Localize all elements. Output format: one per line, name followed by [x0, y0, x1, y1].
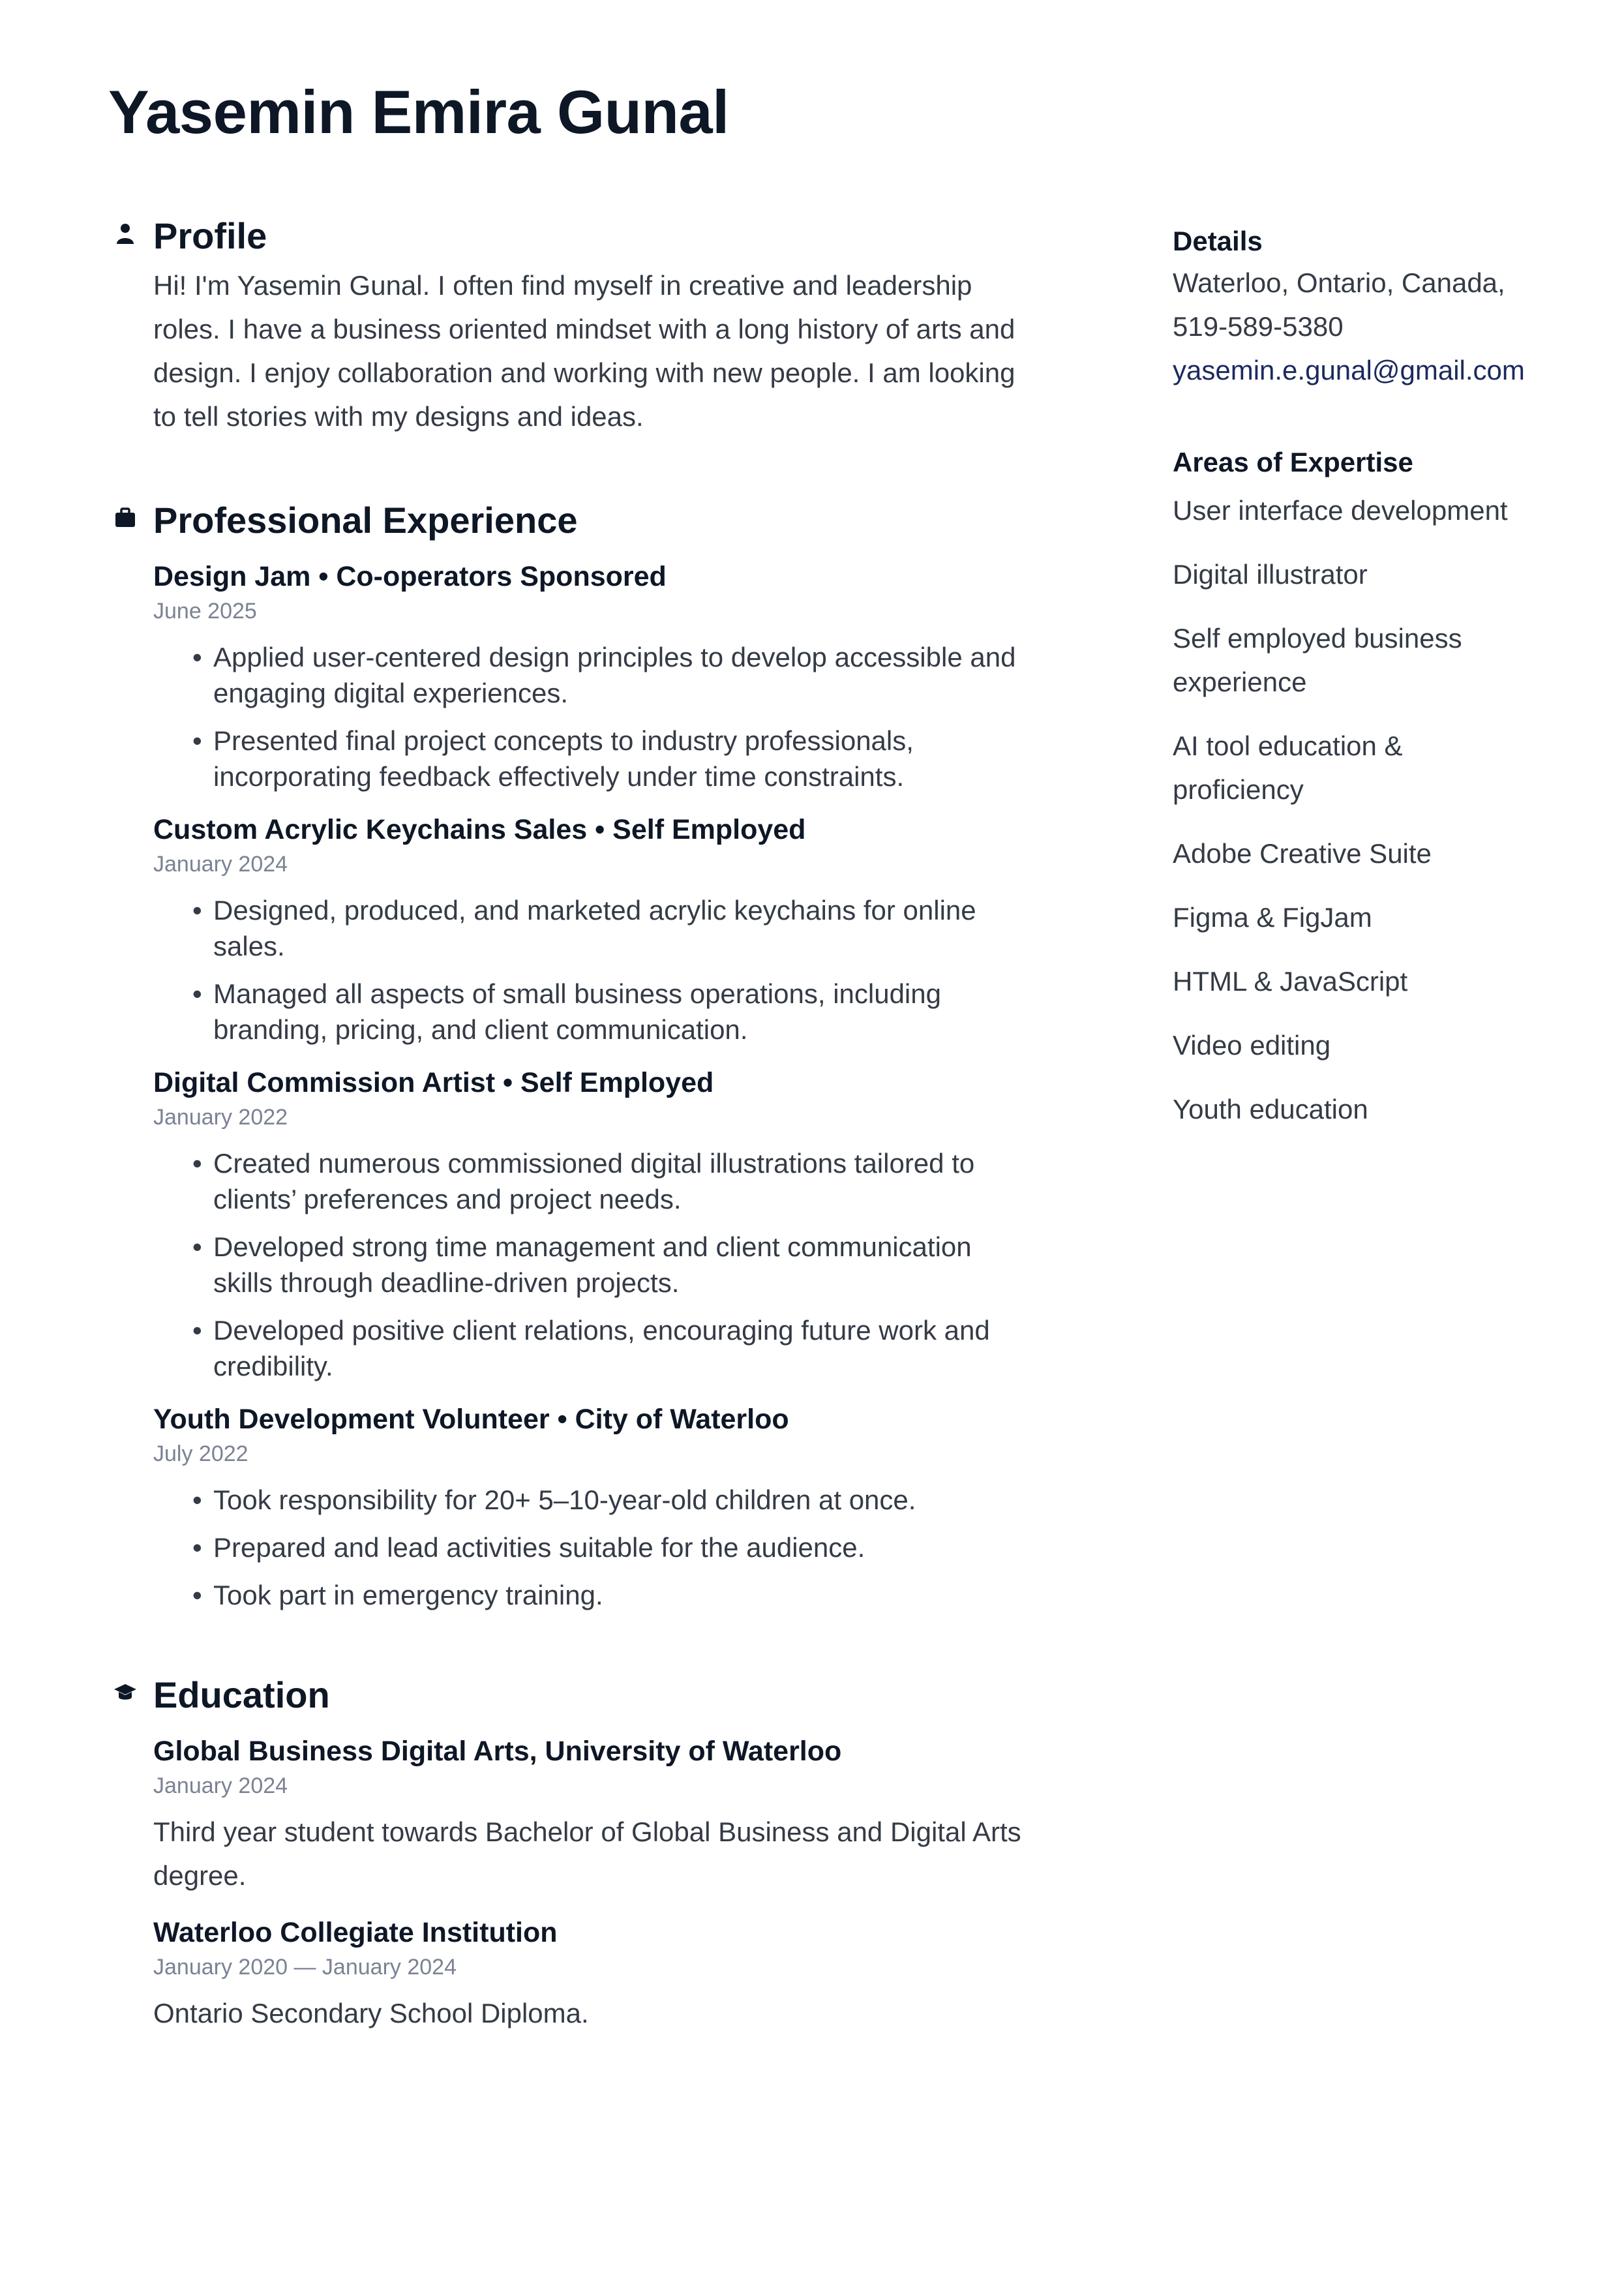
experience-title: Custom Acrylic Keychains Sales • Self Employed [153, 814, 806, 845]
expertise-item: Digital illustrator [1173, 559, 1368, 590]
profile-section [108, 209, 1021, 438]
experience-bullets [153, 639, 1021, 794]
education-entry [153, 1913, 1021, 2035]
experience-list [153, 557, 1021, 1613]
bullet-item: • Created numerous commissioned digital illustrations tailored to clients’ preferences and project needs. [192, 1145, 1021, 1217]
experience-entry [153, 557, 1021, 794]
details-block [1173, 222, 1538, 392]
bullet-item: • Designed, produced, and marketed acrylic keychains for online sales. [192, 892, 1021, 964]
experience-date: January 2024 [153, 852, 288, 877]
person-icon [113, 222, 137, 245]
expertise-item: User interface development [1173, 495, 1508, 526]
expertise-heading: Areas of Expertise [1173, 447, 1413, 477]
expertise-item: AI tool education & proficiency [1173, 731, 1403, 805]
graduation-cap-icon [113, 1681, 137, 1704]
bullet-item: • Developed strong time management and client communication skills through deadline-driven projects. [192, 1229, 1021, 1301]
education-title: Global Business Digital Arts, University of Waterloo [153, 1736, 842, 1767]
experience-title: Youth Development Volunteer • City of Waterloo [153, 1404, 789, 1435]
experience-title: Design Jam • Co-operators Sponsored [153, 561, 667, 592]
education-heading: Education [153, 1674, 330, 1715]
briefcase-icon [113, 506, 137, 530]
details-phone: 519-589-5380 [1173, 311, 1344, 342]
sidebar [1173, 222, 1538, 1151]
experience-date: January 2022 [153, 1105, 288, 1130]
experience-entry [153, 1400, 1021, 1613]
experience-bullets [153, 892, 1021, 1047]
bullet-item: • Applied user-centered design principles to develop accessible and engaging digital experiences. [192, 639, 1021, 711]
expertise-item: Adobe Creative Suite [1173, 838, 1432, 869]
candidate-name: Yasemin Emira Gunal [108, 78, 729, 146]
details-heading: Details [1173, 226, 1263, 256]
bullet-item: • Managed all aspects of small business operations, including branding, pricing, and client communication. [192, 976, 1021, 1047]
expertise-item: Self employed business experience [1173, 623, 1462, 697]
education-title: Waterloo Collegiate Institution [153, 1917, 558, 1948]
experience-section [108, 493, 1021, 1613]
education-date: January 2020 — January 2024 [153, 1955, 457, 1980]
bullet-item: • Presented final project concepts to industry professionals, incorporating feedback effectively under time constraints. [192, 723, 1021, 794]
expertise-block [1173, 443, 1538, 1131]
experience-heading: Professional Experience [153, 500, 578, 541]
experience-entry [153, 1063, 1021, 1384]
main-column [108, 209, 1021, 2035]
profile-heading: Profile [153, 215, 267, 256]
bullet-item: • Prepared and lead activities suitable for the audience. [192, 1529, 1021, 1565]
experience-date: July 2022 [153, 1441, 248, 1466]
education-section [108, 1668, 1021, 2035]
expertise-list [1173, 489, 1538, 1131]
expertise-item: Youth education [1173, 1094, 1368, 1124]
expertise-item: HTML & JavaScript [1173, 966, 1408, 997]
profile-text: Hi! I'm Yasemin Gunal. I often find myself in creative and leadership roles. I have a business oriented mindset with a long history of arts and design. I enjoy collaboration and working with new people. I am looking to tell stories with my designs and ideas. [153, 270, 1015, 432]
bullet-item: • Took part in emergency training. [192, 1577, 1021, 1613]
education-entry [153, 1732, 1021, 1897]
expertise-item: Figma & FigJam [1173, 902, 1372, 933]
experience-bullets [153, 1145, 1021, 1384]
details-email-link[interactable]: yasemin.e.gunal@gmail.com [1173, 355, 1525, 385]
experience-bullets [153, 1482, 1021, 1613]
education-description: Third year student towards Bachelor of Global Business and Digital Arts degree. [153, 1816, 1021, 1891]
education-description: Ontario Secondary School Diploma. [153, 1998, 589, 2028]
experience-date: June 2025 [153, 599, 257, 624]
education-list [153, 1732, 1021, 2035]
experience-title: Digital Commission Artist • Self Employed [153, 1067, 714, 1098]
experience-entry [153, 810, 1021, 1047]
details-location: Waterloo, Ontario, Canada, [1173, 267, 1505, 298]
education-date: January 2024 [153, 1773, 288, 1798]
bullet-item: • Developed positive client relations, encouraging future work and credibility. [192, 1312, 1021, 1384]
expertise-item: Video editing [1173, 1030, 1331, 1061]
bullet-item: • Took responsibility for 20+ 5–10-year-old children at once. [192, 1482, 1021, 1518]
